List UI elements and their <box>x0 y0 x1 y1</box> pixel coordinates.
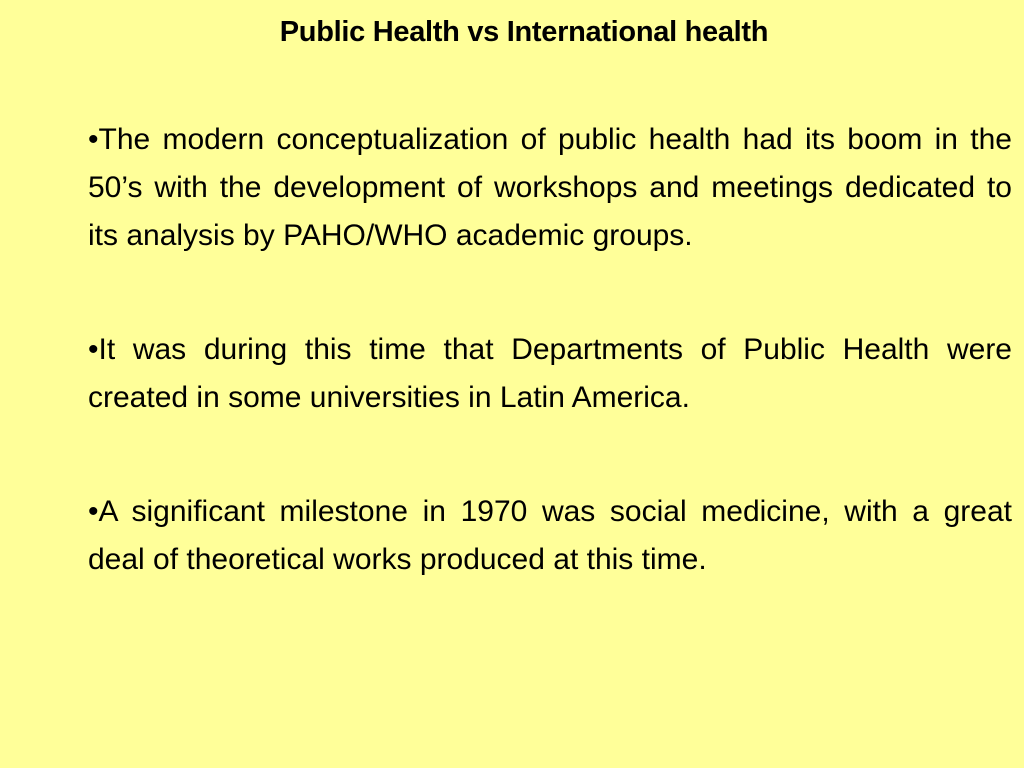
bullet-text: A significant milestone in 1970 was social medicine, with a great deal of theoretical works produced at this time. <box>88 495 1012 576</box>
bullet-item <box>88 326 1012 422</box>
bullet-list <box>88 116 1012 584</box>
bullet-marker: • <box>88 495 99 528</box>
bullet-text: The modern conceptualization of public health had its boom in the 50’s with the development of workshops and meetings dedicated to its analysis by PAHO/WHO academic groups. <box>88 123 1012 252</box>
bullet-item <box>88 488 1012 584</box>
slide-title: Public Health vs International health <box>279 16 769 48</box>
bullet-item <box>88 116 1012 260</box>
bullet-text: It was during this time that Departments of Public Health were created in some universities in Latin America. <box>88 333 1012 414</box>
bullet-marker: • <box>88 333 99 366</box>
bullet-marker: • <box>88 123 99 156</box>
